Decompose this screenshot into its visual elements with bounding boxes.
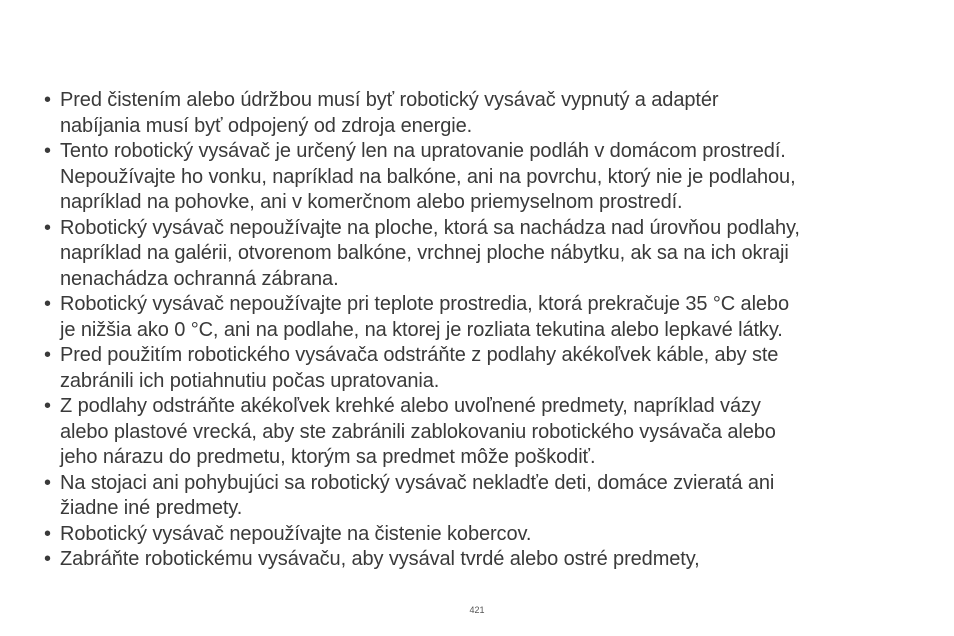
list-item-text: Pred použitím robotického vysávača odstráňte z podlahy akékoľvek káble, aby ste zabránili ich potiahnutiu počas upratovania. — [60, 344, 779, 392]
list-item-text: Pred čistením alebo údržbou musí byť robotický vysávač vypnutý a adaptér nabíjania musí byť odpojený od zdroja energie. — [60, 89, 719, 137]
bullet-icon: • — [44, 216, 51, 239]
list-item — [44, 343, 924, 394]
bullet-icon: • — [44, 293, 51, 315]
safety-instructions-list — [44, 88, 924, 573]
bullet-icon: • — [44, 140, 51, 162]
bullet-icon: • — [44, 395, 51, 417]
list-item — [44, 139, 924, 216]
list-item-text: Z podlahy odstráňte akékoľvek krehké alebo uvoľnené predmety, napríklad vázy alebo plastové vrecká, aby ste zabránili zablokovaniu robotického vysávača alebo jeho nárazu do predmetu, ktorým sa predmet môže poškodiť. — [60, 395, 776, 468]
list-item-text: Tento robotický vysávač je určený len na upratovanie podláh v domácom prostredí. Nepoužívajte ho vonku, napríklad na balkóne, ani na povrchu, ktorý nie je podlahou, napríklad na pohovke, ani v komerčnom alebo priemyselnom prostredí. — [60, 140, 796, 213]
bullet-icon: • — [44, 548, 51, 570]
bullet-icon: • — [44, 471, 51, 494]
list-item — [44, 292, 924, 343]
bullet-icon: • — [44, 344, 51, 366]
list-item-text: Robotický vysávač nepoužívajte na ploche, ktorá sa nachádza nad úrovňou podlahy, napríklad na galérii, otvorenom balkóne, vrchnej ploche nábytku, ak sa na ich okraji nenachádza ochranná zábrana. — [60, 216, 800, 290]
list-item-text: Zabráňte robotickému vysávaču, aby vysával tvrdé alebo ostré predmety, — [60, 548, 700, 570]
list-item — [44, 394, 924, 471]
list-item — [44, 471, 924, 522]
list-item — [44, 88, 924, 139]
bullet-icon: • — [44, 522, 51, 545]
list-item-text: Robotický vysávač nepoužívajte na čistenie kobercov. — [60, 522, 532, 545]
list-item-text: Na stojaci ani pohybujúci sa robotický vysávač nekladťe deti, domáce zvieratá ani žiadne iné predmety. — [60, 471, 775, 519]
list-item — [44, 216, 924, 293]
list-item — [44, 522, 924, 548]
list-item — [44, 547, 924, 573]
list-item-text: Robotický vysávač nepoužívajte pri teplote prostredia, ktorá prekračuje 35 °C alebo je nižšia ako 0 °C, ani na podlahe, na ktorej je rozliata tekutina alebo lepkavé látky. — [60, 293, 789, 341]
page-number: 421 — [469, 605, 485, 615]
bullet-icon: • — [44, 89, 51, 111]
